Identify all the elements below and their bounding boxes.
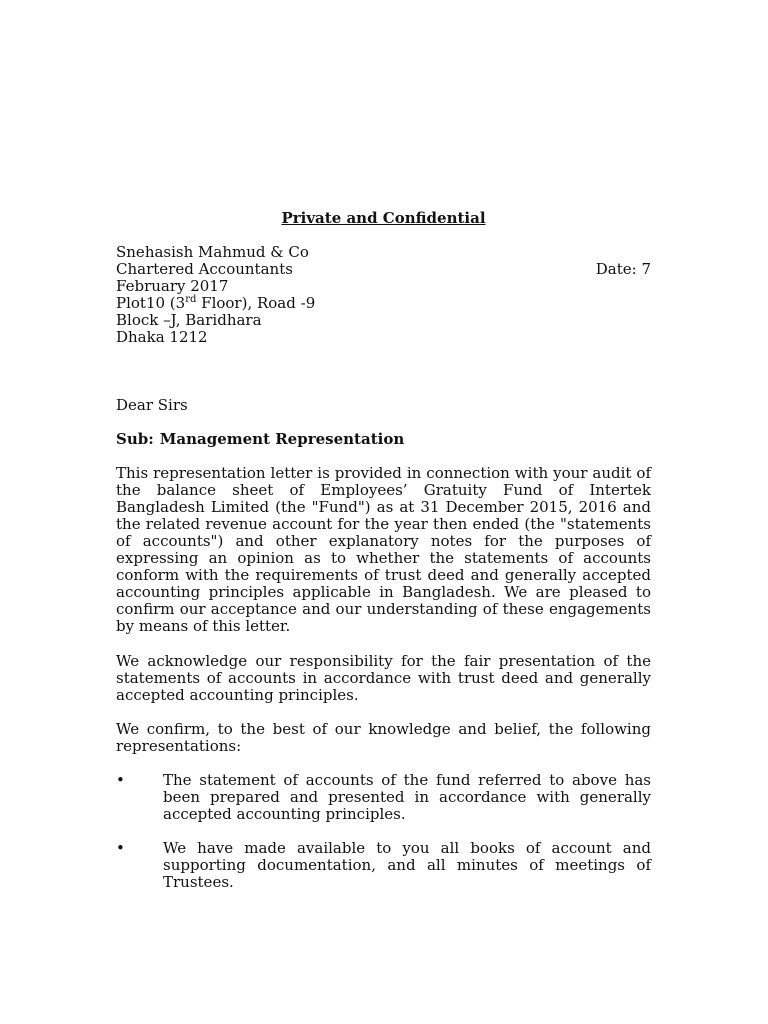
address-firm-name: Snehasish Mahmud & Co	[116, 243, 309, 261]
salutation: Dear Sirs	[116, 396, 188, 414]
address-city: Dhaka 1212	[116, 328, 208, 346]
address-plot-start: Plot10 (3	[116, 294, 186, 312]
address-firm-type: Chartered Accountants	[116, 260, 293, 278]
list-item-text: We have made available to you all books of account and supporting documentation, and all minutes of meetings of Trustees.	[163, 839, 651, 891]
subject-line	[116, 431, 404, 448]
subject-label: Sub:	[116, 430, 154, 448]
letter-date: Date: 7	[595, 260, 651, 278]
address-block: Block –J, Baridhara	[116, 311, 262, 329]
address-date-continued: February 2017	[116, 277, 229, 295]
paragraph-intro: This representation letter is provided in connection with your audit of the balance sheet of Employees’ Gratuity Fund of Intertek Bangladesh Limited (the "Fund") as at 31 December 2015, 2016 and the related revenue account for the year then ended (the "statements of accounts") and other explanatory notes for the purposes of expressing an opinion as to whether the statements of accounts conform with the requirements of trust deed and generally accepted accounting principles applicable in Bangladesh. We are pleased to confirm our acceptance and our understanding of these engagements by means of this letter.	[116, 464, 651, 635]
address-plot-end: Floor), Road -9	[196, 294, 316, 312]
address-plot	[116, 295, 651, 312]
letter-heading: Private and Confidential	[281, 209, 486, 227]
bullet-icon: •	[116, 839, 125, 857]
bullet-icon: •	[116, 771, 125, 789]
paragraph-responsibility: We acknowledge our responsibility for the fair presentation of the statements of accounts in accordance with trust deed and generally accepted accounting principles.	[116, 652, 651, 704]
list-item-text: The statement of accounts of the fund referred to above has been prepared and presented in accordance with generally accepted accounting principles.	[163, 771, 651, 823]
address-plot-superscript: rd	[185, 294, 197, 305]
paragraph-confirmation: We confirm, to the best of our knowledge and belief, the following representations:	[116, 720, 651, 755]
subject-text: Management Representation	[159, 430, 405, 448]
recipient-address	[116, 244, 651, 346]
